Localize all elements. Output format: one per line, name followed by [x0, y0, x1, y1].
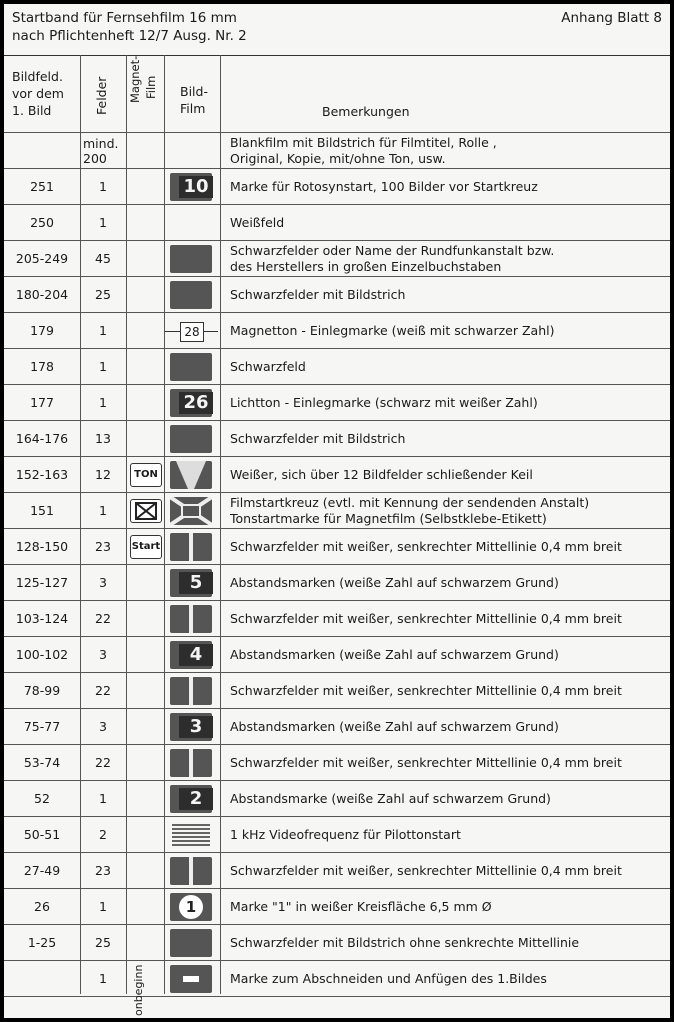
tonstart-cross-icon [130, 499, 162, 523]
black-frame [170, 929, 212, 957]
mittellinie-frame [170, 857, 212, 885]
cell-magnetfilm [126, 529, 164, 565]
magnet-footer-label: onbeginn [132, 964, 145, 1016]
mittellinie-frame [170, 677, 212, 705]
header-bildfeld-1: Bildfeld. [12, 69, 63, 84]
document-page [4, 4, 670, 1018]
cell-bemerkungen [230, 359, 670, 375]
cell-bildfilm [164, 889, 220, 925]
mittellinie-frame [170, 749, 212, 777]
header-felder: Felder [94, 76, 109, 115]
cell-felder: 25 [95, 287, 111, 302]
circle-one-frame [170, 893, 212, 921]
frame-number: 10 [179, 176, 213, 198]
frame-number: 28 [180, 322, 204, 342]
startkreuz-frame [170, 497, 212, 525]
white-center-line [189, 533, 193, 561]
remark-line: Abstandsmarken (weiße Zahl auf schwarzem Grund) [230, 719, 559, 734]
title-line-1: Startband für Fernsehfilm 16 mm [12, 10, 237, 26]
black-frame [170, 281, 212, 309]
cell-bildfeld: 180-204 [15, 287, 69, 302]
table-row [4, 924, 670, 961]
remark-line: Schwarzfeld [230, 359, 306, 374]
header-bildfeld-2: vor dem [12, 86, 64, 101]
cell-felder: mind. 200 [83, 136, 119, 166]
cell-bildfeld: 26 [34, 899, 50, 914]
magnet-label-ton: TON [130, 463, 162, 487]
white-center-line [189, 677, 193, 705]
cell-bildfeld: 179 [30, 323, 54, 338]
magnetton-mark-frame [170, 317, 212, 345]
header-bild-2: Film [180, 101, 206, 116]
remark-line: Schwarzfelder oder Name der Rundfunkanstalt bzw. [230, 243, 555, 258]
remark-line: Lichtton - Einlegmarke (schwarz mit weißer Zahl) [230, 395, 538, 410]
cell-felder: 1 [99, 791, 107, 806]
cell-bemerkungen [230, 791, 670, 807]
table-row [4, 276, 670, 313]
cell-bildfeld: 177 [30, 395, 54, 410]
cell-bildfilm [164, 529, 220, 565]
cell-felder: 23 [95, 539, 111, 554]
remark-line: Abstandsmarken (weiße Zahl auf schwarzem Grund) [230, 647, 559, 662]
cell-bemerkungen [230, 863, 670, 879]
cell-bildfeld: 103-124 [15, 611, 69, 626]
cut-mark-frame [170, 965, 212, 993]
cell-felder: 1 [99, 323, 107, 338]
table-bottom-border [4, 996, 670, 997]
cell-bildfilm [164, 421, 220, 457]
cell-bildfilm [164, 349, 220, 385]
mittellinie-frame [170, 533, 212, 561]
remark-line: Abstandsmarke (weiße Zahl auf schwarzem Grund) [230, 791, 551, 806]
remark-line: Schwarzfelder mit Bildstrich ohne senkrechte Mittellinie [230, 935, 580, 950]
title-line-2: nach Pflichtenheft 12/7 Ausg. Nr. 2 [12, 28, 247, 44]
cell-bemerkungen [230, 431, 670, 447]
table-row [4, 636, 670, 673]
frame-number: 4 [179, 644, 213, 666]
table-row [4, 420, 670, 457]
cell-bildfilm [164, 853, 220, 889]
cell-bildfeld: 178 [30, 359, 54, 374]
table-row [4, 528, 670, 565]
remark-line: Schwarzfelder mit weißer, senkrechter Mittellinie 0,4 mm breit [230, 539, 622, 554]
cell-felder: 3 [99, 575, 107, 590]
cell-felder: 12 [95, 467, 111, 482]
cell-bildfilm [164, 169, 220, 205]
cell-bildfilm [164, 133, 220, 169]
cell-bildfeld: 52 [34, 791, 50, 806]
cell-bemerkungen [230, 539, 670, 555]
cell-felder: 1 [99, 215, 107, 230]
number-frame [170, 389, 212, 417]
col-divider-2 [126, 55, 127, 994]
cell-felder: 45 [95, 251, 111, 266]
header-magnet-2: Film [144, 75, 158, 99]
cell-bildfeld: 164-176 [15, 431, 69, 446]
cell-bildfilm [164, 457, 220, 493]
table-row [4, 672, 670, 709]
cell-magnetfilm [126, 457, 164, 493]
cell-bildfilm [164, 745, 220, 781]
cell-bemerkungen [230, 755, 670, 771]
cell-felder: 1 [99, 359, 107, 374]
white-center-line [189, 605, 193, 633]
remark-line: Magnetton - Einlegmarke (weiß mit schwarzer Zahl) [230, 323, 555, 338]
cell-bildfeld: 250 [30, 215, 54, 230]
cell-felder: 1 [99, 899, 107, 914]
white-center-line [189, 857, 193, 885]
table-row [4, 852, 670, 889]
videofrequenz-frame [170, 821, 212, 849]
table-row [4, 708, 670, 745]
cell-felder: 2 [99, 827, 107, 842]
header-bildfeld [12, 68, 64, 119]
cell-bildfilm [164, 313, 220, 349]
cell-bildfeld: 75-77 [23, 719, 61, 734]
remark-line: Weißfeld [230, 215, 285, 230]
cell-bildfilm [164, 277, 220, 313]
remark-line: 1 kHz Videofrequenz für Pilottonstart [230, 827, 461, 842]
cell-bildfeld: 50-51 [23, 827, 61, 842]
black-frame [170, 425, 212, 453]
minus-mark [183, 976, 199, 982]
mittellinie-frame [170, 605, 212, 633]
cell-bildfilm [164, 565, 220, 601]
header-bildfeld-3: 1. Bild [12, 103, 52, 118]
cell-bildfeld: 152-163 [15, 467, 69, 482]
remark-line: Tonstartmarke für Magnetfilm (Selbstklebe-Etikett) [230, 511, 547, 526]
cell-bildfilm [164, 205, 220, 241]
cell-felder: 25 [95, 935, 111, 950]
header-bemerkungen: Bemerkungen [322, 104, 410, 119]
table-row [4, 348, 670, 385]
remark-line: Weißer, sich über 12 Bildfelder schließender Keil [230, 467, 533, 482]
cell-bemerkungen [230, 495, 670, 527]
remark-line: Blankfilm mit Bildstrich für Filmtitel, Rolle , [230, 135, 497, 150]
cell-magnetfilm [126, 493, 164, 529]
cell-bemerkungen [230, 611, 670, 627]
number-frame [170, 785, 212, 813]
cell-felder: 1 [99, 503, 107, 518]
cell-bemerkungen [230, 971, 670, 987]
cell-bemerkungen [230, 179, 670, 195]
black-frame [170, 245, 212, 273]
cell-bildfilm [164, 637, 220, 673]
cell-bildfeld: 151 [30, 503, 54, 518]
magnet-label-start: Start [130, 535, 162, 559]
cell-felder: 13 [95, 431, 111, 446]
cell-bildfilm [164, 817, 220, 853]
table-row [4, 816, 670, 853]
cell-felder: 22 [95, 611, 111, 626]
cell-felder: 1 [99, 395, 107, 410]
col-divider-1 [80, 55, 81, 994]
cell-bildfeld: 27-49 [23, 863, 61, 878]
remark-line: Schwarzfelder mit Bildstrich [230, 431, 406, 446]
cell-bemerkungen [230, 243, 670, 275]
remark-line: Schwarzfelder mit weißer, senkrechter Mittellinie 0,4 mm breit [230, 683, 622, 698]
cell-bildfilm [164, 493, 220, 529]
cell-felder: 3 [99, 647, 107, 662]
cell-bemerkungen [230, 899, 670, 915]
number-frame [170, 641, 212, 669]
cell-bildfeld: 1-25 [27, 935, 57, 950]
cell-felder: 23 [95, 863, 111, 878]
remark-line: Filmstartkreuz (evtl. mit Kennung der sendenden Anstalt) [230, 495, 590, 510]
number-frame [170, 569, 212, 597]
cell-bemerkungen [230, 647, 670, 663]
cell-felder: 1 [99, 971, 107, 986]
col-divider-4 [220, 55, 221, 994]
cell-bildfeld: 53-74 [23, 755, 61, 770]
frame-number: 5 [179, 572, 213, 594]
remark-line: Original, Kopie, mit/ohne Ton, usw. [230, 151, 446, 166]
table-row [4, 240, 670, 277]
document-title [12, 9, 247, 45]
table-row [4, 132, 670, 169]
wedge-frame [170, 461, 212, 489]
remark-line: Marke für Rotosynstart, 100 Bilder vor Startkreuz [230, 179, 538, 194]
cell-felder: 22 [95, 683, 111, 698]
white-center-line [189, 749, 193, 777]
cell-bemerkungen [230, 683, 670, 699]
remark-line: Abstandsmarken (weiße Zahl auf schwarzem Grund) [230, 575, 559, 590]
cell-bildfeld: 125-127 [15, 575, 69, 590]
sheet-label: Anhang Blatt 8 [561, 10, 662, 26]
cell-bildfilm [164, 961, 220, 997]
number-frame [170, 173, 212, 201]
cell-bildfeld: 78-99 [23, 683, 61, 698]
cell-bildfilm [164, 385, 220, 421]
frame-number: 1 [179, 895, 203, 919]
cell-bildfeld: 205-249 [15, 251, 69, 266]
cell-felder: 3 [99, 719, 107, 734]
cell-bildfeld: 100-102 [15, 647, 69, 662]
header-magnet-1: Magnet- [128, 55, 142, 103]
remark-line: Schwarzfelder mit Bildstrich [230, 287, 406, 302]
remark-line: Schwarzfelder mit weißer, senkrechter Mittellinie 0,4 mm breit [230, 611, 622, 626]
col-divider-3 [164, 55, 165, 994]
table-row [4, 204, 670, 241]
remark-line: Marke "1" in weißer Kreisfläche 6,5 mm Ø [230, 899, 492, 914]
cell-bildfilm [164, 673, 220, 709]
cell-bemerkungen [230, 323, 670, 339]
cell-bemerkungen [230, 395, 670, 411]
table-row [4, 456, 670, 493]
table-row [4, 600, 670, 637]
cell-bildfilm [164, 601, 220, 637]
cell-bildfilm [164, 709, 220, 745]
cell-bemerkungen [230, 287, 670, 303]
table-row [4, 492, 670, 529]
table-row [4, 312, 670, 349]
header-bild-1: Bild- [180, 84, 208, 99]
frame-number: 3 [179, 716, 213, 738]
cell-bemerkungen [230, 215, 670, 231]
table-row [4, 888, 670, 925]
table-row [4, 384, 670, 421]
cell-bemerkungen [230, 467, 670, 483]
remark-line: Marke zum Abschneiden und Anfügen des 1.Bildes [230, 971, 547, 986]
column-headers [4, 55, 670, 132]
table-row [4, 960, 670, 997]
black-frame [170, 353, 212, 381]
table-row [4, 744, 670, 781]
frame-number: 26 [179, 392, 213, 414]
frame-number: 2 [179, 788, 213, 810]
cell-bemerkungen [230, 719, 670, 735]
table-row [4, 168, 670, 205]
cell-felder: 1 [99, 179, 107, 194]
cell-bildfilm [164, 925, 220, 961]
cell-bemerkungen [230, 575, 670, 591]
cell-felder: 22 [95, 755, 111, 770]
cell-bildfeld: 128-150 [15, 539, 69, 554]
remark-line: Schwarzfelder mit weißer, senkrechter Mittellinie 0,4 mm breit [230, 863, 622, 878]
cell-bemerkungen [230, 135, 670, 167]
header-bildfilm [180, 83, 208, 117]
remark-line: des Herstellers in großen Einzelbuchstaben [230, 259, 502, 274]
cell-bildfeld: 251 [30, 179, 54, 194]
cell-bemerkungen [230, 935, 670, 951]
number-frame [170, 713, 212, 741]
remark-line: Schwarzfelder mit weißer, senkrechter Mittellinie 0,4 mm breit [230, 755, 622, 770]
table-row [4, 564, 670, 601]
cell-bildfilm [164, 781, 220, 817]
cell-bemerkungen [230, 827, 670, 843]
table-row [4, 780, 670, 817]
cell-bildfilm [164, 241, 220, 277]
